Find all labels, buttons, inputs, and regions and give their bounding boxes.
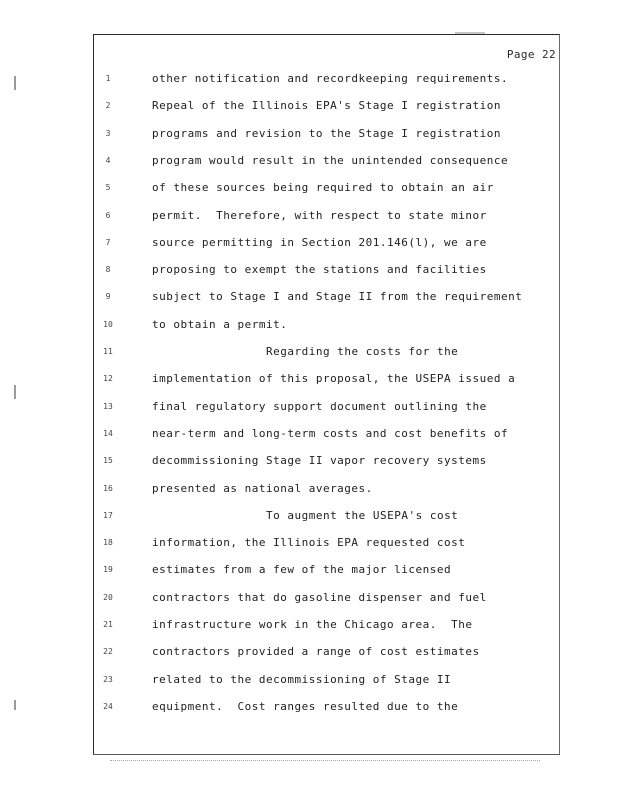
transcript-line bbox=[0, 507, 618, 527]
line-number: 3 bbox=[105, 128, 111, 138]
line-text: information, the Illinois EPA requested cost bbox=[152, 536, 466, 550]
line-text: infrastructure work in the Chicago area. The bbox=[152, 618, 473, 631]
line-number: 21 bbox=[103, 620, 113, 629]
line-text: equipment. Cost ranges resulted due to the bbox=[152, 699, 459, 713]
line-number: 2 bbox=[105, 101, 111, 111]
transcript-line bbox=[0, 452, 618, 472]
line-text: contractors provided a range of cost estimates bbox=[152, 645, 480, 659]
line-text: source permitting in Section 201.146(l), we are bbox=[152, 235, 487, 249]
line-text: Repeal of the Illinois EPA's Stage I registration bbox=[152, 99, 502, 113]
transcript-line bbox=[0, 234, 618, 254]
line-text: presented as national averages. bbox=[152, 481, 373, 495]
line-number: 11 bbox=[103, 347, 113, 356]
line-number: 17 bbox=[103, 510, 113, 520]
line-number: 24 bbox=[103, 701, 113, 711]
line-text: permit. Therefore, with respect to state minor bbox=[152, 208, 487, 222]
transcript-line bbox=[0, 616, 618, 636]
line-number: 16 bbox=[103, 483, 113, 493]
transcript-line bbox=[0, 643, 618, 663]
transcript-line bbox=[0, 561, 618, 581]
line-number: 20 bbox=[103, 592, 113, 602]
line-text: other notification and recordkeeping requirements. bbox=[152, 72, 509, 85]
line-text: programs and revision to the Stage I registration bbox=[152, 126, 502, 140]
line-number: 6 bbox=[105, 210, 111, 220]
line-number: 7 bbox=[105, 237, 111, 247]
transcript-line bbox=[0, 316, 618, 336]
line-text: implementation of this proposal, the USEPA issued a bbox=[152, 372, 516, 386]
line-number: 14 bbox=[103, 428, 113, 438]
transcript-line bbox=[0, 70, 618, 90]
line-number: 8 bbox=[105, 265, 111, 275]
line-number: 15 bbox=[103, 456, 113, 466]
line-number: 13 bbox=[103, 401, 113, 411]
page-number: Page 22 bbox=[506, 48, 556, 61]
transcript-line bbox=[0, 425, 618, 445]
transcript-line bbox=[0, 97, 618, 117]
line-text: To augment the USEPA's cost bbox=[266, 508, 459, 522]
line-text: final regulatory support document outlining the bbox=[152, 399, 487, 413]
transcript-line bbox=[0, 152, 618, 172]
line-number: 9 bbox=[105, 292, 111, 302]
transcript-line bbox=[0, 671, 618, 691]
transcript-line bbox=[0, 698, 618, 718]
transcript-line bbox=[0, 398, 618, 418]
transcript-line bbox=[0, 288, 618, 308]
transcript-line bbox=[0, 261, 618, 281]
line-number: 1 bbox=[105, 74, 111, 83]
line-number: 4 bbox=[105, 155, 111, 165]
line-text: decommissioning Stage II vapor recovery systems bbox=[152, 454, 487, 468]
transcript-line bbox=[0, 480, 618, 500]
transcript-line bbox=[0, 343, 618, 363]
line-text: contractors that do gasoline dispenser and fuel bbox=[152, 590, 487, 604]
line-text: estimates from a few of the major licensed bbox=[152, 563, 452, 577]
line-text: program would result in the unintended consequence bbox=[152, 153, 509, 167]
line-number: 10 bbox=[103, 319, 113, 329]
line-text: Regarding the costs for the bbox=[266, 345, 459, 358]
line-number: 19 bbox=[103, 565, 113, 575]
line-number: 5 bbox=[105, 183, 111, 193]
footer-rule bbox=[110, 760, 540, 762]
transcript-line bbox=[0, 207, 618, 227]
line-text: proposing to exempt the stations and facilities bbox=[152, 263, 487, 277]
line-text: subject to Stage I and Stage II from the requirement bbox=[152, 290, 523, 304]
line-text: near-term and long-term costs and cost benefits of bbox=[152, 426, 509, 440]
line-text: of these sources being required to obtain an air bbox=[152, 181, 494, 195]
line-text: related to the decommissioning of Stage II bbox=[152, 672, 452, 686]
transcript-line bbox=[0, 370, 618, 390]
line-number: 23 bbox=[103, 674, 113, 684]
transcript-line bbox=[0, 179, 618, 199]
transcript-line bbox=[0, 125, 618, 145]
bottom-rule bbox=[93, 754, 560, 755]
transcript-line bbox=[0, 589, 618, 609]
line-number: 22 bbox=[103, 647, 113, 657]
line-number: 18 bbox=[103, 538, 113, 548]
transcript-line bbox=[0, 534, 618, 554]
line-number: 12 bbox=[103, 374, 113, 384]
line-text: to obtain a permit. bbox=[152, 317, 288, 331]
